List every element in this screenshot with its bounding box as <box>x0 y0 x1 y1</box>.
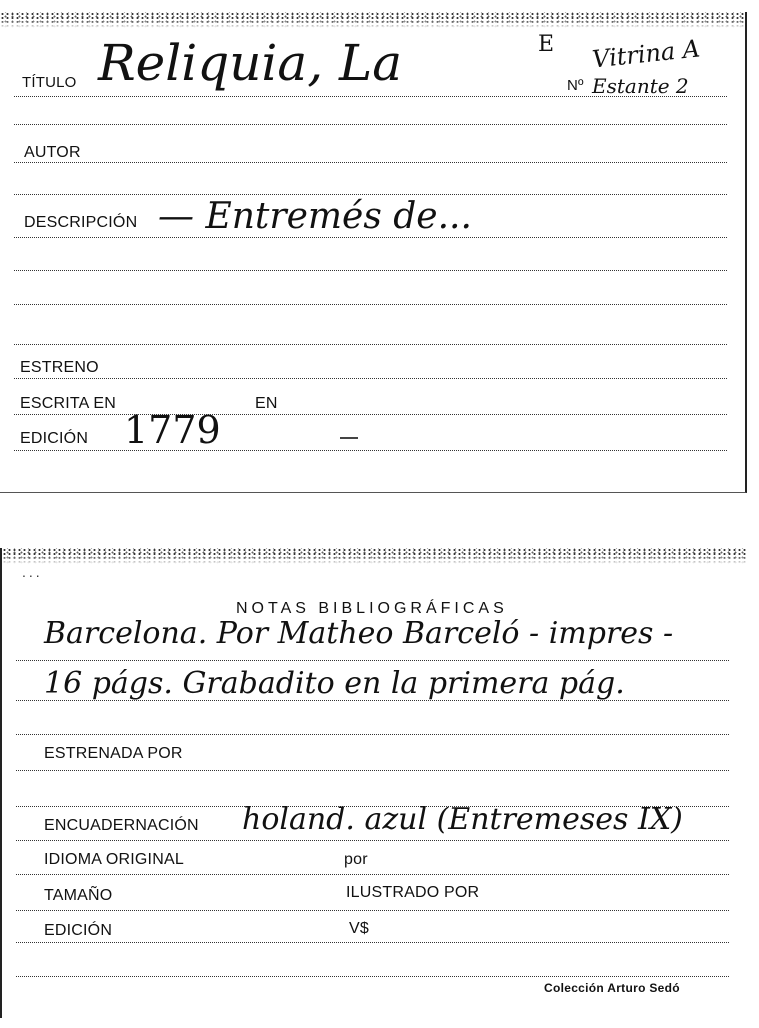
rule-line <box>16 976 729 977</box>
edicion-label: EDICIÓN <box>20 430 89 447</box>
rule-line <box>16 910 729 911</box>
estante-value: Estante 2 <box>592 74 689 98</box>
catalog-card-back <box>0 548 747 1018</box>
titulo-label: TÍTULO <box>22 74 77 91</box>
collection-footer: Colección Arturo Sedó <box>544 981 680 995</box>
corner-mark: E <box>538 32 555 57</box>
estante-label: Nº <box>567 77 584 94</box>
dot-marks: ... <box>22 564 43 580</box>
ilustrado-label: ILUSTRADO POR <box>346 884 480 901</box>
torn-edge <box>0 12 745 28</box>
rule-line <box>14 344 727 345</box>
rule-line <box>14 378 727 379</box>
rule-line <box>16 770 729 771</box>
rule-line <box>16 840 729 841</box>
estreno-label: ESTRENO <box>20 359 99 376</box>
edicion-value: 1779 <box>124 408 221 452</box>
rule-line <box>16 660 729 661</box>
rule-line <box>14 124 727 125</box>
rule-line <box>16 734 729 735</box>
rule-line <box>14 270 727 271</box>
notes-line-2: 16 págs. Grabadito en la primera pág. <box>44 666 625 701</box>
titulo-value: Reliquia, La <box>98 34 403 92</box>
descripcion-value: — Entremés de... <box>158 196 472 237</box>
rule-line <box>14 96 727 97</box>
rule-line <box>16 700 729 701</box>
notes-line-1: Barcelona. Por Matheo Barceló - impres - <box>44 616 674 651</box>
edicion-label: EDICIÓN <box>44 922 113 939</box>
vs-label: V$ <box>349 920 369 937</box>
torn-edge <box>2 548 747 564</box>
rule-line <box>14 194 727 195</box>
rule-line <box>14 162 727 163</box>
notas-heading: NOTAS BIBLIOGRÁFICAS <box>236 600 508 617</box>
por-label: por <box>344 851 368 868</box>
rule-line <box>16 942 729 943</box>
ink-smudge <box>340 437 358 439</box>
autor-label: AUTOR <box>24 144 81 161</box>
vitrina-value: Vitrina A <box>590 34 702 74</box>
catalog-card-front <box>0 12 747 493</box>
rule-line <box>14 414 727 415</box>
rule-line <box>14 304 727 305</box>
encuadernacion-label: ENCUADERNACIÓN <box>44 817 199 834</box>
tamano-label: TAMAÑO <box>44 887 113 904</box>
descripcion-label: DESCRIPCIÓN <box>24 214 138 231</box>
en-label: EN <box>255 395 278 412</box>
escrita-label: ESCRITA EN <box>20 395 116 412</box>
rule-line <box>16 874 729 875</box>
idioma-label: IDIOMA ORIGINAL <box>44 851 184 868</box>
estrenada-label: ESTRENADA POR <box>44 745 183 762</box>
rule-line <box>14 237 727 238</box>
encuadernacion-value: holand. azul (Entremeses IX) <box>242 802 683 837</box>
rule-line <box>14 450 727 451</box>
